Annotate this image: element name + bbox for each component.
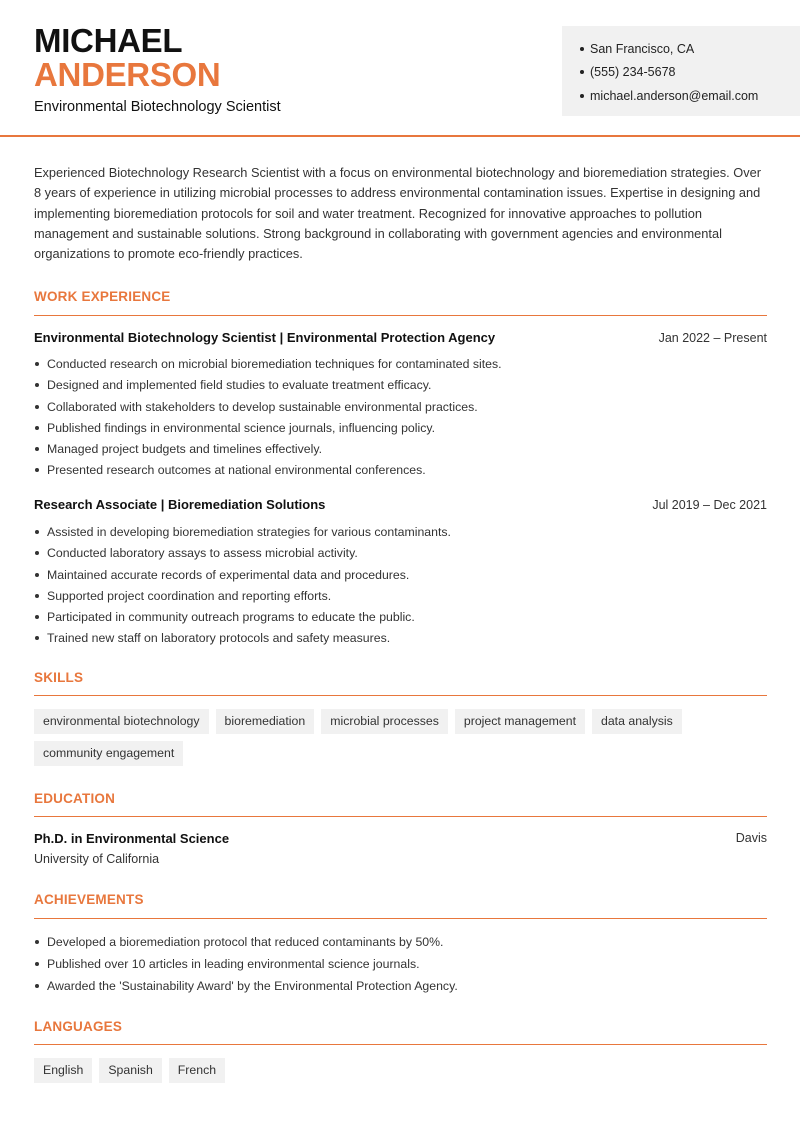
job-role: Research Associate | Bioremediation Solutions [34,497,326,512]
language-tag: Spanish [99,1058,161,1083]
job-dates: Jul 2019 – Dec 2021 [652,498,767,512]
bullet-icon [580,70,584,74]
list-item: Maintained accurate records of experimental data and procedures. [34,567,767,588]
location-text: San Francisco, CA [590,41,695,56]
list-item: Conducted research on microbial bioremediation techniques for contaminated sites. [34,356,767,377]
achievements-list [34,934,767,1000]
section-title-achievements: ACHIEVEMENTS [34,892,144,907]
job-title: Environmental Biotechnology Scientist [34,99,281,115]
list-item: Conducted laboratory assays to assess microbial activity. [34,545,767,566]
skill-tag: data analysis [592,709,682,734]
skill-tag: project management [455,709,585,734]
list-item: Assisted in developing bioremediation strategies for various contaminants. [34,524,767,545]
section-divider [34,695,767,696]
education-degree: Ph.D. in Environmental Science [34,831,230,846]
section-title-work: WORK EXPERIENCE [34,289,171,304]
education-header [34,831,767,846]
section-divider [34,918,767,919]
section-title-skills: SKILLS [34,670,84,685]
languages-list [34,1058,774,1090]
candidate-name [34,24,220,92]
list-item: Awarded the 'Sustainability Award' by the Environmental Protection Agency. [34,978,767,1000]
contact-phone [580,61,800,85]
list-item: Participated in community outreach programs to educate the public. [34,609,767,630]
language-tag: French [169,1058,225,1083]
list-item: Managed project budgets and timelines effectively. [34,441,767,462]
section-title-languages: LANGUAGES [34,1019,123,1034]
skill-tag: bioremediation [216,709,315,734]
skill-tag: microbial processes [321,709,448,734]
skill-tag: environmental biotechnology [34,709,209,734]
first-name: MICHAEL [34,22,183,59]
section-title-education: EDUCATION [34,791,116,806]
list-item: Presented research outcomes at national environmental conferences. [34,462,767,483]
skills-list [34,709,774,773]
job-header [34,330,767,345]
list-item: Published over 10 articles in leading environmental science journals. [34,956,767,978]
section-divider [34,816,767,817]
phone-text: (555) 234-5678 [590,65,676,80]
section-divider [34,315,767,316]
section-divider [34,1044,767,1045]
summary-paragraph: Experienced Biotechnology Research Scientist with a focus on environmental biotechnology and bioremediation strategies. Over 8 years of experience in utilizing microbial processes to address environmental contamination issues. Expertise in designing and implementing bioremediation protocols for soil and water treatment. Recognized for innovative approaches to pollution management and sustainable solutions. Strong background in collaborating with government agencies and environmental organizations to promote eco-friendly practices. [34,165,761,262]
last-name: ANDERSON [34,56,221,93]
education-location: Davis [735,831,767,845]
list-item: Supported project coordination and reporting efforts. [34,588,767,609]
list-item: Published findings in environmental science journals, influencing policy. [34,420,767,441]
job-dates: Jan 2022 – Present [658,331,767,345]
job-role: Environmental Biotechnology Scientist | Environmental Protection Agency [34,330,496,345]
list-item: Trained new staff on laboratory protocols and safety measures. [34,630,767,651]
contact-box [562,26,800,116]
list-item: Collaborated with stakeholders to develop sustainable environmental practices. [34,399,767,420]
email-text[interactable]: michael.anderson@email.com [590,88,759,103]
job-bullets [34,356,767,484]
job-bullets [34,524,767,652]
list-item: Developed a bioremediation protocol that reduced contaminants by 50%. [34,934,767,956]
contact-email [580,84,800,108]
contact-location [580,37,800,61]
language-tag: English [34,1058,92,1083]
bullet-icon [580,47,584,51]
job-header [34,497,767,512]
list-item: Designed and implemented field studies to evaluate treatment efficacy. [34,377,767,398]
education-school: University of California [34,852,160,866]
bullet-icon [580,94,584,98]
skill-tag: community engagement [34,741,183,766]
resume-header [0,0,800,137]
